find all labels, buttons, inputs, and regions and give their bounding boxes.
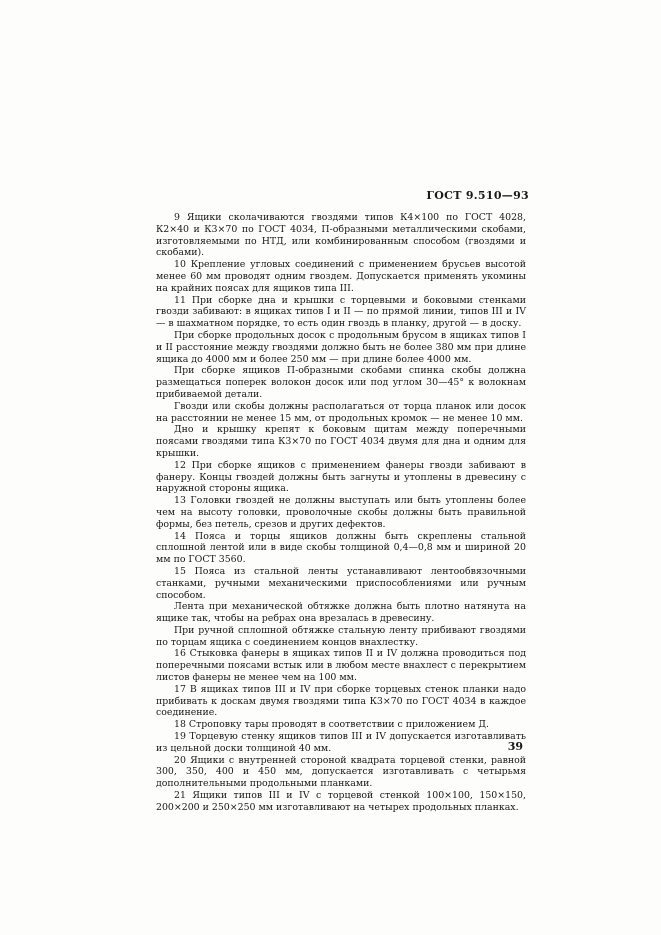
paragraph-15: 15 Пояса из стальной ленты устанавливают лентообвязочными станками, ручными механическими приспособлениями или ручным способом. xyxy=(156,565,526,601)
paragraph-11-distance: Гвозди или скобы должны располагаться от торца планок или досок на расстоянии не менее 15 мм, от продольных кромок — не менее 10 мм. xyxy=(156,400,526,424)
paragraph-11-staples: При сборке ящиков П-образными скобами спинка скобы должна размещаться поперек волокон досок или под углом 30—45° к волокнам прибиваемой детали. xyxy=(156,365,526,400)
paragraph-9: 9 Ящики сколачиваются гвоздями типов К4×100 по ГОСТ 4028, К2×40 и К3×70 по ГОСТ 4034, П-образными металлическими скобами, изготовляемыми по НТД, или комбинированным способом (гвоздями и скобами). xyxy=(156,212,526,259)
paragraph-20: 20 Ящики с внутренней стороной квадрата торцевой стенки, равной 300, 350, 400 и 450 мм, допускается изготавливать с четырьмя дополнительными продольными планками. xyxy=(156,754,526,790)
paragraph-19: 19 Торцевую стенку ящиков типов III и IV допускается изготавливать из цельной доски толщиной 40 мм. xyxy=(156,731,526,754)
paragraph-14: 14 Пояса и торцы ящиков должны быть скреплены стальной сплошной лентой или в виде скобы толщиной 0,4—0,8 мм и шириной 20 мм по ГОСТ 3560. xyxy=(156,530,526,566)
paragraph-17: 17 В ящиках типов III и IV при сборке торцевых стенок планки надо прибивать к доскам двумя гвоздями типа К3×70 по ГОСТ 4034 в каждое соединение. xyxy=(156,683,526,719)
paragraph-13: 13 Головки гвоздей не должны выступать или быть утоплены более чем на высоту головки, проволочные скобы должны быть правильной формы, без петель, срезов и других дефектов. xyxy=(156,495,526,530)
paragraph-11: 11 При сборке дна и крышки с торцевыми и боковыми стенками гвозди забивают: в ящиках типов I и II — по прямой линии, типов III и IV — в шахматном порядке, то есть один гвоздь в планку, другой — в доску. xyxy=(156,294,526,330)
paragraph-11-bottom-lid: Дно и крышку крепят к боковым щитам между поперечными поясами гвоздями типа К3×70 по ГОСТ 4034 двумя для дна и одним для крышки. xyxy=(156,424,526,459)
paragraph-21: 21 Ящики типов III и IV с торцевой стенкой 100×100, 150×150, 200×200 и 250×250 мм изготавливают на четырех продольных планках. xyxy=(156,790,526,813)
paragraph-15-manual: При ручной сплошной обтяжке стальную ленту прибивают гвоздями по торцам ящика с соединением концов внахлестку. xyxy=(156,624,526,648)
document-code-header: ГОСТ 9.510—93 xyxy=(426,189,529,202)
paragraph-16: 16 Стыковка фанеры в ящиках типов II и IV должна проводиться под поперечными поясами встык или в любом месте внахлест с перекрытием листов фанеры не менее чем на 100 мм. xyxy=(156,648,526,684)
paragraph-12: 12 При сборке ящиков с применением фанеры гвозди забивают в фанеру. Концы гвоздей должны быть загнуты и утоплены в древесину с наружной стороны ящика. xyxy=(156,459,526,495)
body-text xyxy=(156,212,526,814)
paragraph-15-mechanical: Лента при механической обтяжке должна быть плотно натянута на ящике так, чтобы на ребрах она врезалась в древесину. xyxy=(156,601,526,625)
paragraph-18: 18 Строповку тары проводят в соответствии с приложением Д. xyxy=(174,719,489,731)
paragraph-10: 10 Крепление угловых соединений с применением брусьев высотой менее 60 мм проводят одним гвоздем. Допускается применять укомины на крайних поясах для ящиков типа III. xyxy=(156,259,526,294)
page-number: 39 xyxy=(507,740,523,753)
paragraph-11-longitudinal: При сборке продольных досок с продольным брусом в ящиках типов I и II расстояние между гвоздями должно быть не более 380 мм при длине ящика до 4000 мм и более 250 мм — при длине более 4000 мм. xyxy=(156,329,526,365)
